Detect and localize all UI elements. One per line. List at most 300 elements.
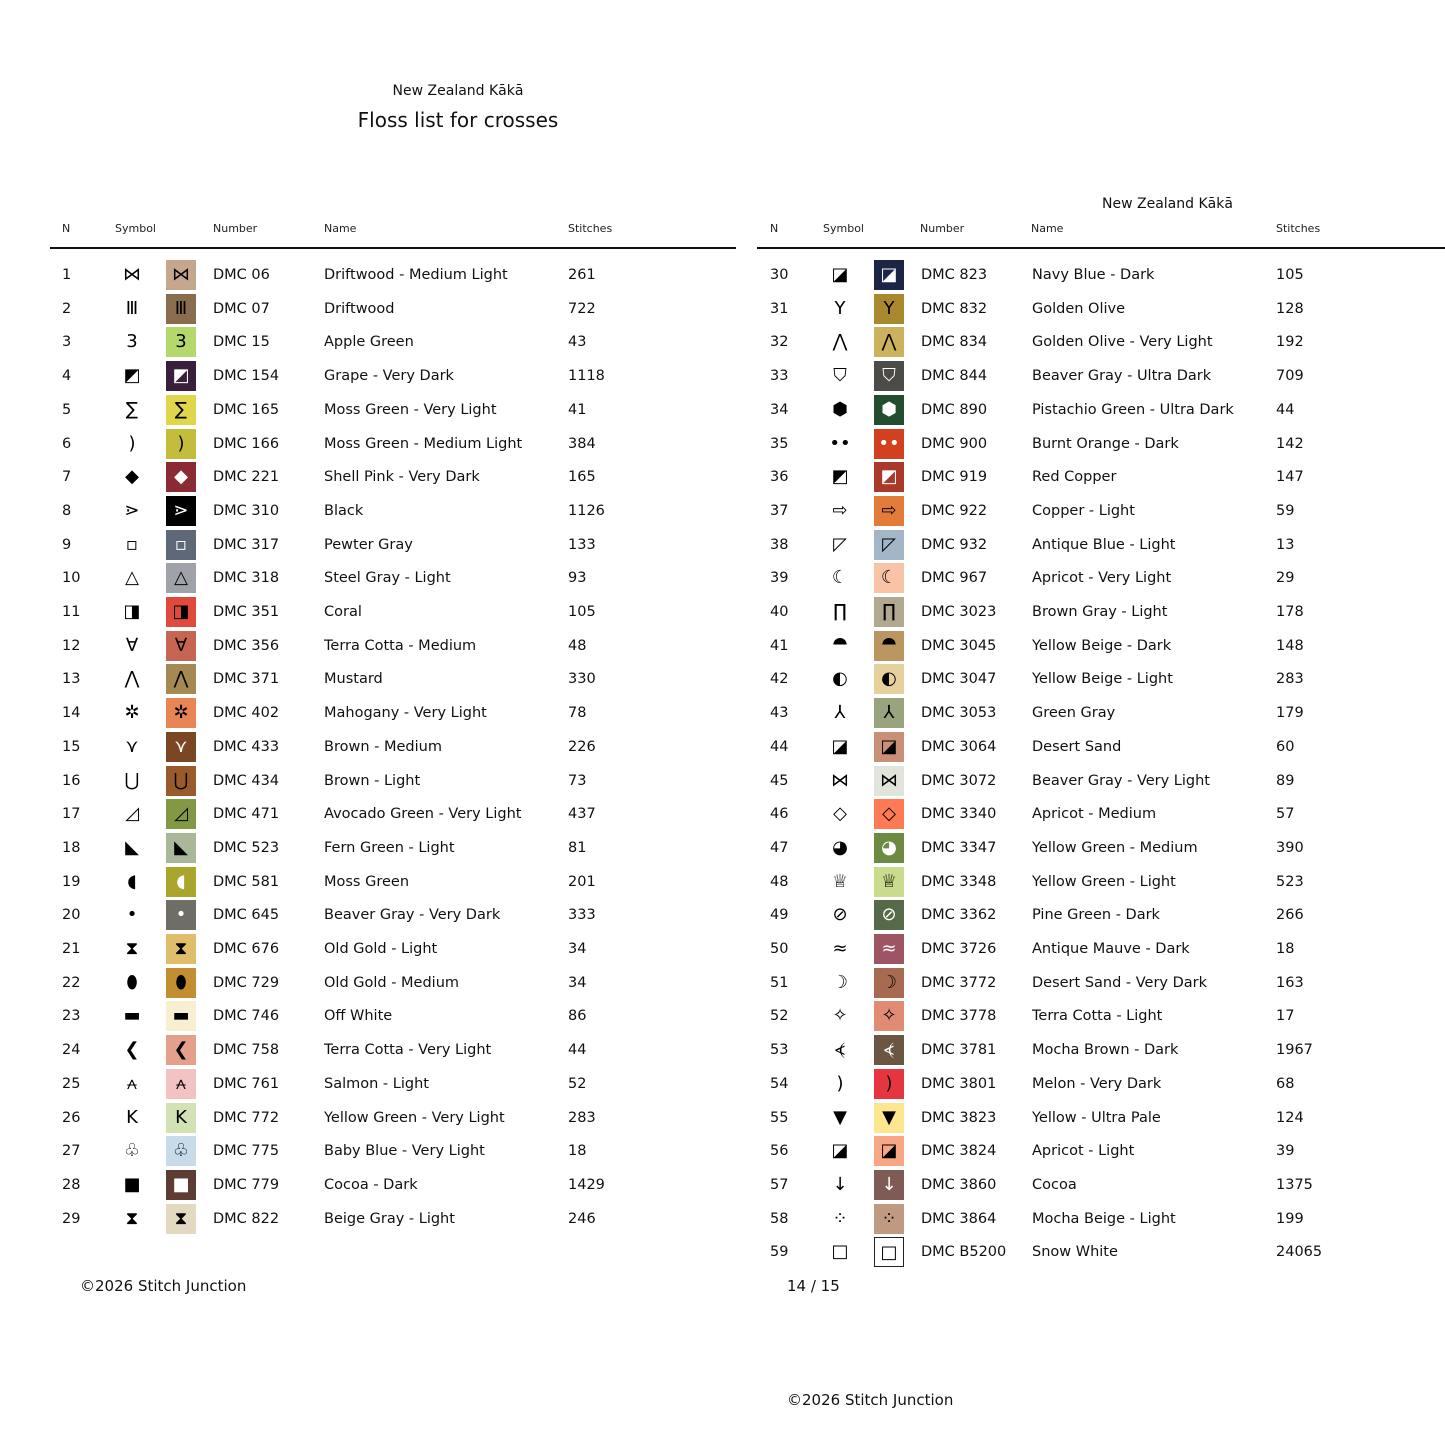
row-number: 32 xyxy=(770,334,789,351)
row-number: 40 xyxy=(770,604,789,620)
floss-name: Mustard xyxy=(324,671,383,688)
stitch-symbol-icon: ⋀ xyxy=(832,331,848,353)
floss-name: Desert Sand xyxy=(1032,738,1122,755)
floss-name: Beaver Gray - Very Dark xyxy=(324,907,501,924)
floss-number: DMC 3772 xyxy=(921,974,997,991)
color-swatch: ▬ xyxy=(166,1001,196,1031)
floss-name: Yellow - Ultra Pale xyxy=(1032,1109,1161,1126)
header-name: Name xyxy=(324,222,357,235)
row-number: 23 xyxy=(62,1008,81,1025)
floss-row xyxy=(62,496,742,526)
color-swatch: ⅄ xyxy=(874,698,904,728)
color-swatch: ♧ xyxy=(166,1136,196,1166)
floss-name: Antique Mauve - Dark xyxy=(1032,941,1190,957)
stitch-count: 722 xyxy=(568,300,596,317)
color-swatch: ⬮ xyxy=(166,968,196,998)
floss-number: DMC 433 xyxy=(213,738,280,755)
row-number: 34 xyxy=(770,401,789,418)
stitch-count: 44 xyxy=(568,1042,587,1059)
row-number: 37 xyxy=(770,502,789,519)
color-swatch: ♕ xyxy=(874,867,904,897)
floss-number: DMC 834 xyxy=(921,334,988,351)
row-number: 53 xyxy=(770,1042,789,1059)
stitch-symbol-icon: • xyxy=(126,904,138,926)
floss-number: DMC 434 xyxy=(213,772,280,789)
row-number: 39 xyxy=(770,570,789,587)
color-swatch: ∀ xyxy=(166,631,196,661)
row-number: 24 xyxy=(62,1042,81,1059)
row-number: 38 xyxy=(770,536,789,553)
floss-row xyxy=(770,563,1445,593)
stitch-symbol-icon: ⩜ xyxy=(126,1072,138,1094)
color-swatch: ⋀ xyxy=(874,327,904,357)
floss-number: DMC 310 xyxy=(213,502,280,519)
floss-number: DMC 676 xyxy=(213,941,280,957)
stitch-symbol-icon: ◖ xyxy=(127,870,137,892)
header-number: Number xyxy=(213,222,258,235)
color-swatch: Y xyxy=(874,294,904,324)
floss-number: DMC 3348 xyxy=(921,873,997,890)
stitch-count: 18 xyxy=(568,1143,587,1160)
row-number: 45 xyxy=(770,772,789,789)
stitch-symbol-icon: Y xyxy=(834,297,846,319)
floss-number: DMC 356 xyxy=(213,637,280,654)
floss-row xyxy=(770,462,1445,492)
floss-name: Mocha Brown - Dark xyxy=(1032,1042,1179,1059)
stitch-count: 330 xyxy=(568,671,596,688)
color-swatch: ⬢ xyxy=(874,395,904,425)
floss-name: Pistachio Green - Ultra Dark xyxy=(1032,401,1234,418)
color-swatch: ⋗ xyxy=(166,496,196,526)
color-swatch: ≈ xyxy=(874,934,904,964)
floss-name: Pine Green - Dark xyxy=(1032,907,1160,924)
row-number: 46 xyxy=(770,806,789,823)
floss-name: Brown - Medium xyxy=(324,738,442,755)
floss-row xyxy=(770,1035,1445,1065)
stitch-symbol-icon: ◐ xyxy=(832,668,848,690)
floss-number: DMC 3064 xyxy=(921,738,997,755)
row-number: 29 xyxy=(62,1210,81,1227)
floss-row xyxy=(770,1103,1445,1133)
floss-number: DMC 523 xyxy=(213,839,280,856)
floss-name: Beaver Gray - Ultra Dark xyxy=(1032,368,1212,385)
stitch-symbol-icon: □ xyxy=(831,1241,849,1263)
stitch-count: 59 xyxy=(1276,502,1295,519)
color-swatch: ⧗ xyxy=(166,934,196,964)
floss-number: DMC 471 xyxy=(213,806,280,823)
floss-number: DMC 3045 xyxy=(921,637,997,654)
footer-copyright-bottom: ©2026 Stitch Junction xyxy=(787,1391,954,1409)
color-swatch: ◩ xyxy=(874,462,904,492)
stitch-count: 333 xyxy=(568,907,596,924)
floss-row xyxy=(770,294,1445,324)
floss-name: Yellow Beige - Dark xyxy=(1032,637,1172,654)
color-swatch: K xyxy=(166,1103,196,1133)
row-number: 20 xyxy=(62,907,81,924)
floss-name: Golden Olive - Very Light xyxy=(1032,334,1213,351)
header-rule xyxy=(50,247,736,249)
stitch-count: 29 xyxy=(1276,570,1295,587)
floss-row xyxy=(770,968,1445,998)
stitch-symbol-icon: ❮ xyxy=(124,1039,140,1061)
stitch-symbol-icon: ⛉ xyxy=(833,365,847,387)
row-number: 30 xyxy=(770,267,789,283)
floss-number: DMC 351 xyxy=(213,604,280,620)
stitch-count: 93 xyxy=(568,570,587,587)
floss-row xyxy=(770,1136,1445,1166)
floss-row xyxy=(770,496,1445,526)
color-swatch: ❮ xyxy=(166,1035,196,1065)
floss-name: Apricot - Light xyxy=(1032,1143,1135,1160)
floss-name: Apricot - Very Light xyxy=(1032,570,1172,587)
floss-number: DMC 775 xyxy=(213,1143,280,1160)
row-number: 5 xyxy=(62,401,72,418)
color-swatch: ) xyxy=(166,429,196,459)
color-swatch: ◪ xyxy=(874,732,904,762)
floss-row xyxy=(62,530,742,560)
floss-row xyxy=(770,732,1445,762)
stitch-symbol-icon: ◩ xyxy=(123,365,141,387)
floss-row xyxy=(62,563,742,593)
stitch-count: 179 xyxy=(1276,705,1304,722)
stitch-count: 60 xyxy=(1276,738,1295,755)
stitch-symbol-icon: △ xyxy=(125,567,139,589)
stitch-symbol-icon: ⋗ xyxy=(124,499,140,521)
floss-name: Yellow Green - Very Light xyxy=(324,1109,505,1126)
stitch-symbol-icon: ⇨ xyxy=(832,499,848,521)
stitch-count: 437 xyxy=(568,806,596,823)
row-number: 57 xyxy=(770,1176,789,1193)
floss-name: Mocha Beige - Light xyxy=(1032,1210,1176,1227)
color-swatch: ) xyxy=(874,1069,904,1099)
floss-name: Mahogany - Very Light xyxy=(324,705,487,722)
stitch-count: 1375 xyxy=(1276,1176,1313,1193)
color-swatch: ☽ xyxy=(874,968,904,998)
stitch-symbol-icon: ⧗ xyxy=(125,938,139,959)
stitch-count: 13 xyxy=(1276,536,1295,553)
floss-row xyxy=(62,327,742,357)
color-swatch: ⋈ xyxy=(874,766,904,796)
floss-number: DMC 154 xyxy=(213,368,280,385)
row-number: 17 xyxy=(62,806,81,823)
floss-row xyxy=(770,530,1445,560)
stitch-symbol-icon: ◪ xyxy=(831,735,849,757)
row-number: 10 xyxy=(62,570,81,587)
stitch-count: 52 xyxy=(568,1075,587,1092)
stitch-symbol-icon: ⬢ xyxy=(832,398,848,420)
color-swatch: ∑ xyxy=(166,395,196,425)
floss-row xyxy=(62,1170,742,1200)
color-swatch: ◪ xyxy=(874,1136,904,1166)
floss-row xyxy=(62,732,742,762)
floss-name: Driftwood - Medium Light xyxy=(324,267,508,283)
floss-name: Salmon - Light xyxy=(324,1075,429,1092)
floss-row xyxy=(62,462,742,492)
stitch-count: 17 xyxy=(1276,1008,1295,1025)
floss-name: Copper - Light xyxy=(1032,502,1135,519)
floss-name: Yellow Green - Medium xyxy=(1032,839,1198,856)
stitch-symbol-icon: ◇ xyxy=(833,803,847,825)
stitch-count: 163 xyxy=(1276,974,1304,991)
floss-number: DMC 3347 xyxy=(921,839,997,856)
color-swatch: ■ xyxy=(166,1170,196,1200)
floss-name: Coral xyxy=(324,604,362,620)
floss-row xyxy=(770,395,1445,425)
color-swatch: 3 xyxy=(166,327,196,357)
stitch-symbol-icon: ⬮ xyxy=(126,971,138,993)
row-number: 41 xyxy=(770,637,789,654)
floss-row xyxy=(770,1069,1445,1099)
floss-number: DMC 729 xyxy=(213,974,280,991)
row-number: 19 xyxy=(62,873,81,890)
stitch-count: 78 xyxy=(568,705,587,722)
stitch-symbol-icon: ↓ xyxy=(832,1173,848,1195)
row-number: 9 xyxy=(62,536,72,553)
row-number: 1 xyxy=(62,267,72,283)
row-number: 51 xyxy=(770,974,789,991)
floss-name: Terra Cotta - Medium xyxy=(324,637,477,654)
floss-number: DMC 922 xyxy=(921,502,988,519)
row-number: 25 xyxy=(62,1075,81,1092)
stitch-count: 18 xyxy=(1276,941,1295,957)
floss-name: Fern Green - Light xyxy=(324,839,455,856)
row-number: 18 xyxy=(62,839,81,856)
floss-name: Red Copper xyxy=(1032,469,1117,486)
floss-row xyxy=(62,1035,742,1065)
color-swatch: ⇨ xyxy=(874,496,904,526)
row-number: 47 xyxy=(770,839,789,856)
stitch-count: 48 xyxy=(568,637,587,654)
header-number: Number xyxy=(920,222,965,235)
floss-name: Old Gold - Medium xyxy=(324,974,460,991)
floss-name: Brown Gray - Light xyxy=(1032,604,1168,620)
stitch-symbol-icon: ◩ xyxy=(831,466,849,488)
color-swatch: ⋀ xyxy=(166,664,196,694)
color-swatch: ▫ xyxy=(166,530,196,560)
stitch-symbol-icon: ▬ xyxy=(123,1005,141,1027)
color-swatch: ⁘ xyxy=(874,1204,904,1234)
floss-number: DMC 318 xyxy=(213,570,280,587)
color-swatch: ◨ xyxy=(166,597,196,627)
floss-row xyxy=(770,260,1445,290)
floss-row xyxy=(62,900,742,930)
color-swatch: ◖ xyxy=(166,867,196,897)
stitch-symbol-icon: K xyxy=(126,1106,138,1128)
row-number: 54 xyxy=(770,1075,789,1092)
row-number: 35 xyxy=(770,435,789,452)
stitch-symbol-icon: ) xyxy=(128,432,136,454)
stitch-count: 283 xyxy=(1276,671,1304,688)
stitch-count: 390 xyxy=(1276,839,1304,856)
header-n: N xyxy=(770,222,779,235)
stitch-symbol-icon: ) xyxy=(836,1072,844,1094)
floss-row xyxy=(770,799,1445,829)
floss-number: DMC 165 xyxy=(213,401,280,418)
floss-name: Yellow Beige - Light xyxy=(1032,671,1173,688)
stitch-symbol-icon: ◪ xyxy=(831,264,849,285)
floss-row xyxy=(770,327,1445,357)
color-swatch: △ xyxy=(166,563,196,593)
floss-name: Beige Gray - Light xyxy=(324,1210,455,1227)
stitch-symbol-icon: ◿ xyxy=(125,803,139,825)
floss-row xyxy=(62,395,742,425)
row-number: 44 xyxy=(770,738,789,755)
floss-row xyxy=(62,698,742,728)
stitch-count: 133 xyxy=(568,536,596,553)
color-swatch: ✲ xyxy=(166,698,196,728)
floss-number: DMC 823 xyxy=(921,267,988,283)
floss-number: DMC 3864 xyxy=(921,1210,997,1227)
stitch-count: 39 xyxy=(1276,1143,1295,1160)
floss-row xyxy=(62,766,742,796)
floss-number: DMC 3340 xyxy=(921,806,997,823)
row-number: 43 xyxy=(770,705,789,722)
color-swatch: ⛉ xyxy=(874,361,904,391)
footer-copyright: ©2026 Stitch Junction xyxy=(80,1277,247,1295)
color-swatch: • xyxy=(166,900,196,930)
floss-name: Antique Blue - Light xyxy=(1032,536,1176,553)
floss-number: DMC 3824 xyxy=(921,1143,997,1160)
floss-name: Beaver Gray - Very Light xyxy=(1032,772,1210,789)
stitch-count: 1126 xyxy=(568,502,605,519)
stitch-count: 199 xyxy=(1276,1210,1304,1227)
floss-name: Steel Gray - Light xyxy=(324,570,451,587)
stitch-count: 246 xyxy=(568,1210,596,1227)
floss-name: Terra Cotta - Light xyxy=(1032,1008,1163,1025)
stitch-symbol-icon: ⋈ xyxy=(831,769,849,791)
floss-number: DMC 932 xyxy=(921,536,988,553)
floss-number: DMC 645 xyxy=(213,907,280,924)
row-number: 42 xyxy=(770,671,789,688)
floss-row xyxy=(770,597,1445,627)
right-column-title: New Zealand Kākā xyxy=(1102,196,1233,212)
floss-number: DMC 3023 xyxy=(921,604,997,620)
header-n: N xyxy=(62,222,71,235)
stitch-count: 709 xyxy=(1276,368,1304,385)
floss-row xyxy=(770,664,1445,694)
floss-number: DMC 746 xyxy=(213,1008,280,1025)
color-swatch: ◿ xyxy=(166,799,196,829)
floss-number: DMC 221 xyxy=(213,469,280,486)
floss-name: Terra Cotta - Very Light xyxy=(324,1042,492,1059)
floss-number: DMC 3047 xyxy=(921,671,997,688)
stitch-count: 147 xyxy=(1276,469,1304,486)
floss-row xyxy=(62,429,742,459)
floss-row xyxy=(62,833,742,863)
floss-row xyxy=(770,766,1445,796)
floss-number: DMC 772 xyxy=(213,1109,280,1126)
floss-number: DMC 3072 xyxy=(921,772,997,789)
floss-row xyxy=(770,631,1445,661)
floss-number: DMC 3801 xyxy=(921,1075,997,1092)
floss-name: Brown - Light xyxy=(324,772,421,789)
floss-name: Baby Blue - Very Light xyxy=(324,1143,485,1160)
stitch-symbol-icon: ▼ xyxy=(833,1106,847,1128)
row-number: 11 xyxy=(62,604,81,620)
stitch-count: 165 xyxy=(568,469,596,486)
floss-number: DMC 822 xyxy=(213,1210,280,1227)
floss-row xyxy=(770,429,1445,459)
stitch-count: 261 xyxy=(568,267,596,283)
stitch-count: 1967 xyxy=(1276,1042,1313,1059)
row-number: 2 xyxy=(62,300,72,317)
row-number: 27 xyxy=(62,1143,81,1160)
color-swatch: ⯊ xyxy=(874,631,904,661)
color-swatch: ✧ xyxy=(874,1001,904,1031)
color-swatch: ☾ xyxy=(874,563,904,593)
stitch-count: 24065 xyxy=(1276,1244,1323,1261)
stitch-symbol-icon: ∑ xyxy=(125,398,139,420)
color-swatch: ◪ xyxy=(874,260,904,290)
row-number: 4 xyxy=(62,368,72,385)
stitch-symbol-icon: ☽ xyxy=(831,971,849,993)
stitch-count: 89 xyxy=(1276,772,1295,789)
color-swatch: ⋎ xyxy=(166,732,196,762)
stitch-symbol-icon: ⋃ xyxy=(124,769,140,791)
stitch-count: 81 xyxy=(568,839,587,856)
floss-name: Snow White xyxy=(1032,1244,1118,1261)
floss-number: DMC 06 xyxy=(213,267,270,283)
stitch-count: 178 xyxy=(1276,604,1304,620)
row-number: 22 xyxy=(62,974,81,991)
stitch-count: 226 xyxy=(568,738,596,755)
color-swatch: ◇ xyxy=(874,799,904,829)
row-number: 31 xyxy=(770,300,789,317)
stitch-symbol-icon: ≈ xyxy=(832,938,848,959)
color-swatch: □ xyxy=(874,1237,904,1267)
color-swatch: •• xyxy=(874,429,904,459)
floss-name: Melon - Very Dark xyxy=(1032,1075,1162,1092)
floss-name: Apricot - Medium xyxy=(1032,806,1157,823)
floss-row xyxy=(62,361,742,391)
floss-name: Navy Blue - Dark xyxy=(1032,267,1155,283)
floss-number: DMC 3823 xyxy=(921,1109,997,1126)
floss-row xyxy=(62,1136,742,1166)
floss-number: DMC 402 xyxy=(213,705,280,722)
header-rule xyxy=(757,247,1445,249)
row-number: 21 xyxy=(62,941,81,957)
floss-name: Black xyxy=(324,502,364,519)
floss-number: DMC 832 xyxy=(921,300,988,317)
floss-name: Off White xyxy=(324,1008,393,1025)
floss-row xyxy=(62,664,742,694)
floss-row xyxy=(770,1170,1445,1200)
floss-name: Green Gray xyxy=(1032,705,1116,722)
color-swatch: ◕ xyxy=(874,833,904,863)
page-title: Floss list for crosses xyxy=(357,108,559,132)
floss-number: DMC 15 xyxy=(213,334,270,351)
floss-row xyxy=(770,833,1445,863)
row-number: 15 xyxy=(62,738,81,755)
stitch-count: 384 xyxy=(568,435,596,452)
row-number: 13 xyxy=(62,671,81,688)
row-number: 14 xyxy=(62,705,81,722)
floss-name: Moss Green - Medium Light xyxy=(324,435,523,452)
floss-name: Apple Green xyxy=(324,334,414,351)
floss-row xyxy=(770,900,1445,930)
row-number: 6 xyxy=(62,435,72,452)
floss-name: Golden Olive xyxy=(1032,300,1126,317)
row-number: 52 xyxy=(770,1008,789,1025)
floss-number: DMC 3781 xyxy=(921,1042,997,1059)
stitch-count: 142 xyxy=(1276,435,1304,452)
page-subtitle: New Zealand Kākā xyxy=(392,83,524,99)
stitch-symbol-icon: ⧗ xyxy=(125,1207,139,1229)
color-swatch: ◣ xyxy=(166,833,196,863)
stitch-count: 523 xyxy=(1276,873,1304,890)
floss-name: Burnt Orange - Dark xyxy=(1032,435,1179,452)
stitch-symbol-icon: ⁘ xyxy=(832,1207,848,1229)
